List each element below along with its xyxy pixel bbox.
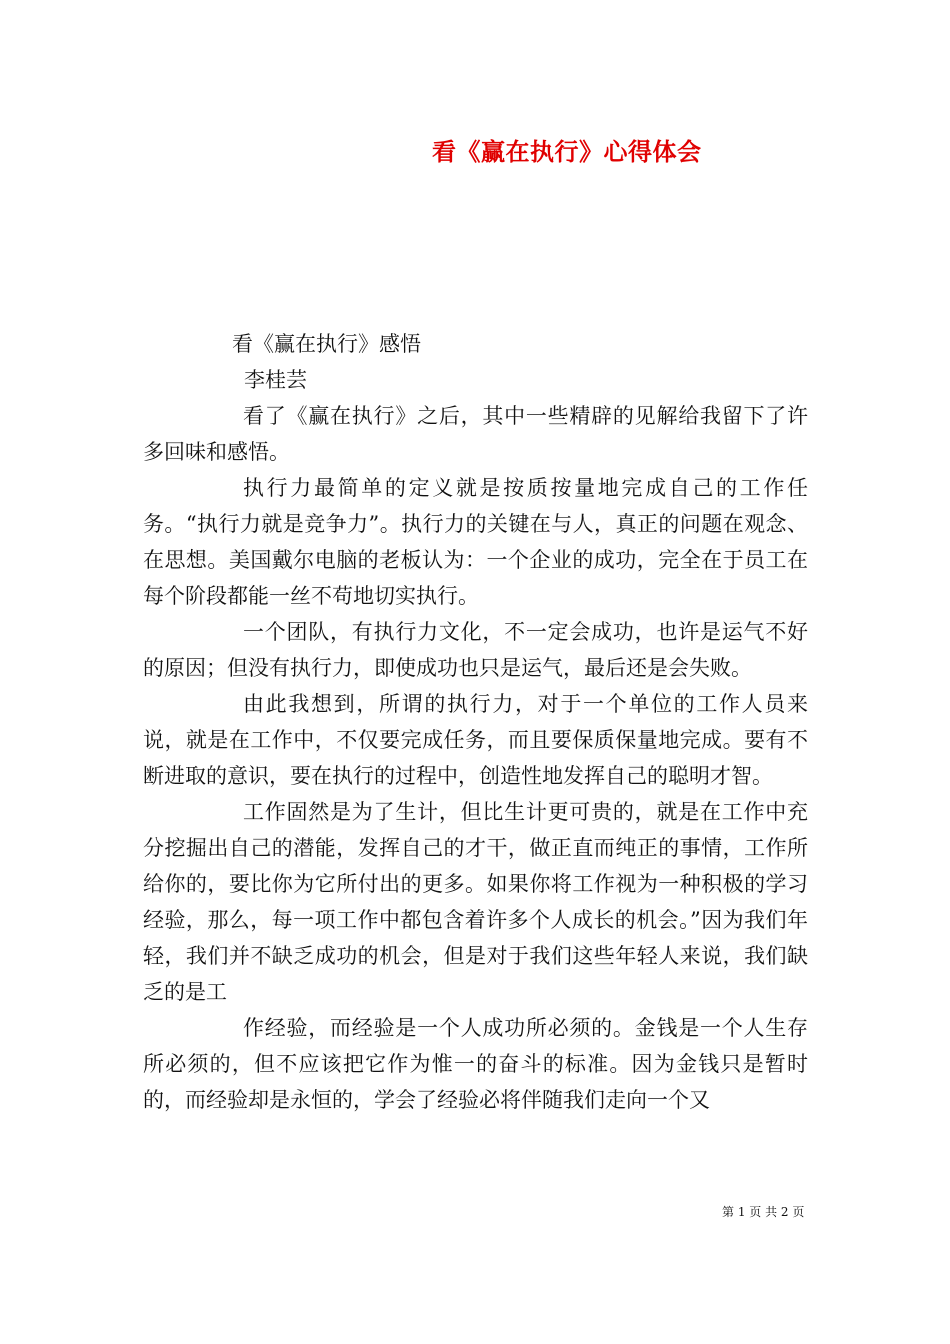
paragraph: 一个团队，有执行力文化，不一定会成功，也许是运气不好的原因；但没有执行力，即使成功也只是运气，最后还是会失败。 [143,620,808,680]
document-body [143,398,808,1118]
document-title: 看《赢在执行》心得体会 [432,137,702,166]
paragraph: 执行力最简单的定义就是按质按量地完成自己的工作任务。“执行力就是竞争力”。执行力的关键在与人，真正的问题在观念、在思想。美国戴尔电脑的老板认为：一个企业的成功，完全在于员工在每个阶段都能一丝不苟地切实执行。 [143,476,808,608]
paragraph: 看了《赢在执行》之后，其中一些精辟的见解给我留下了许多回味和感悟。 [143,404,808,464]
document-author: 李桂芸 [244,368,307,392]
paragraph: 由此我想到，所谓的执行力，对于一个单位的工作人员来说，就是在工作中，不仅要完成任务，而且要保质保量地完成。要有不断进取的意识，要在执行的过程中，创造性地发挥自己的聪明才智。 [143,692,808,788]
paragraph: 作经验，而经验是一个人成功所必须的。金钱是一个人生存所必须的，但不应该把它作为惟一的奋斗的标准。因为金钱只是暂时的，而经验却是永恒的，学会了经验必将伴随我们走向一个又 [143,1016,808,1112]
page-number-footer: 第 1 页 共 2 页 [722,1205,805,1219]
paragraph: 工作固然是为了生计，但比生计更可贵的，就是在工作中充分挖掘出自己的潜能，发挥自己的才干，做正直而纯正的事情，工作所给你的，要比你为它所付出的更多。如果你将工作视为一种积极的学习经验，那么，每一项工作中都包含着许多个人成长的机会。”因为我们年轻，我们并不缺乏成功的机会，但是对于我们这些年轻人来说，我们缺乏的是工 [143,800,808,1004]
document-subtitle: 看《赢在执行》感悟 [232,332,421,356]
